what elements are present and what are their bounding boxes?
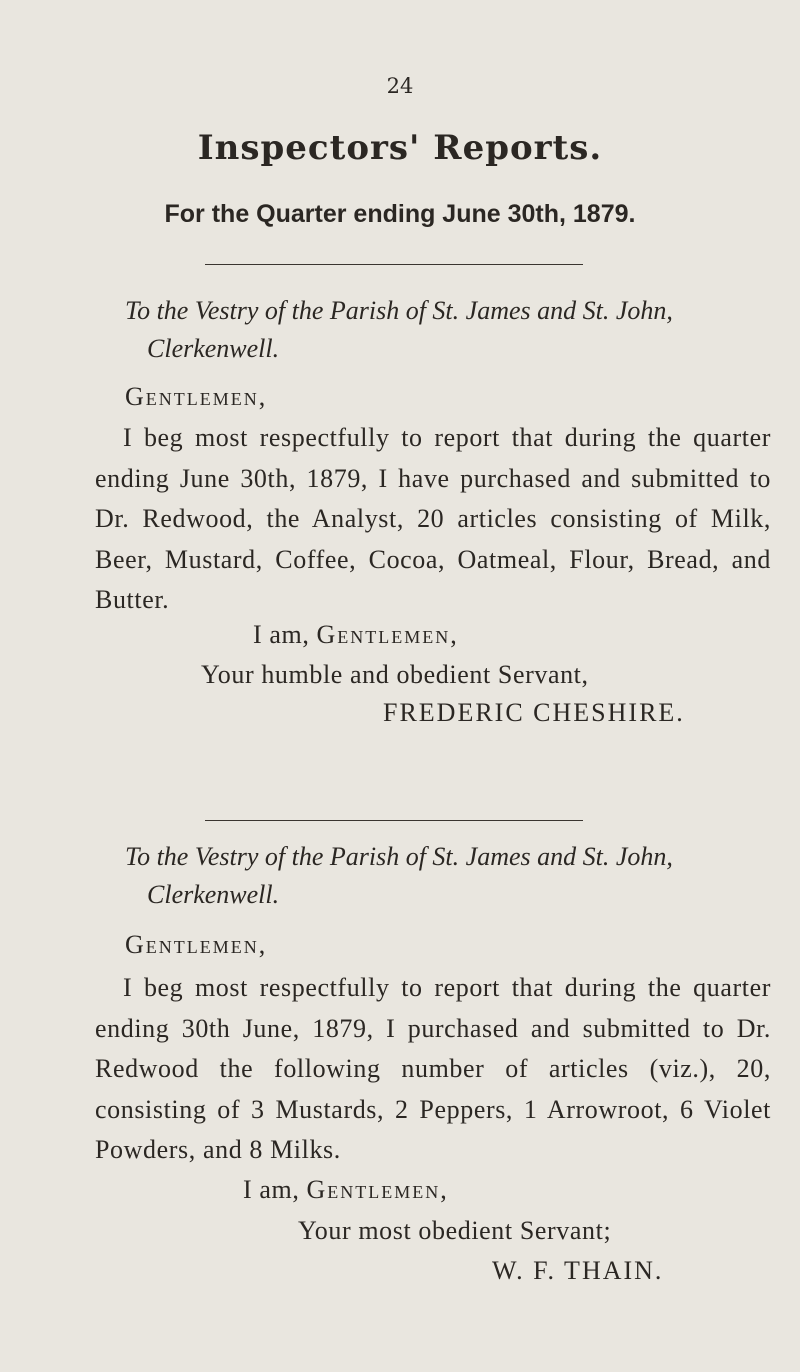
report-2-closing-prefix: I am, <box>243 1175 300 1204</box>
report-1-closing <box>253 620 459 650</box>
report-2-address <box>125 838 775 914</box>
report-2-address-line1: To the Vestry of the Parish of St. James and St. John, <box>125 842 673 871</box>
report-2-salutation: Gentlemen, <box>125 930 268 959</box>
report-2-signature: W. F. THAIN. <box>492 1256 664 1285</box>
report-1-address <box>125 292 775 368</box>
report-2-closing <box>243 1175 449 1205</box>
section-divider <box>205 264 583 265</box>
report-2-closing-line2: Your most obedient Servant; <box>298 1216 612 1245</box>
report-1-address-line1: To the Vestry of the Parish of St. James and St. John, <box>125 296 673 325</box>
report-2-body: I beg most respectfully to report that during the quarter ending 30th June, 1879, I purchased and submitted to Dr. Redwood the following number of articles (viz.), 20, consisting of 3 Mustards, 2 Peppers, 1 Arrowroot, 6 Violet Powders, and 8 Milks. <box>95 973 771 1164</box>
report-1-salutation: Gentlemen, <box>125 382 268 411</box>
report-1-closing-line2: Your humble and obedient Servant, <box>201 660 589 689</box>
report-2-closing-gentlemen: Gentlemen, <box>306 1175 449 1204</box>
page-number: 24 <box>386 74 414 98</box>
report-1-body: I beg most respectfully to report that during the quarter ending June 30th, 1879, I have purchased and submitted to Dr. Redwood, the Analyst, 20 articles consisting of Milk, Beer, Mustard, Coffee, Cocoa, Oatmeal, Flour, Bread, and Butter. <box>95 423 771 614</box>
report-1-closing-gentlemen: Gentlemen, <box>316 620 459 649</box>
report-1-signature: FREDERIC CHESHIRE. <box>383 698 685 727</box>
report-1-closing-prefix: I am, <box>253 620 310 649</box>
page-title: Inspectors' Reports. <box>197 128 603 168</box>
page-subtitle: For the Quarter ending June 30th, 1879. <box>164 200 636 228</box>
report-1-address-line2: Clerkenwell. <box>147 334 280 363</box>
report-2-address-line2: Clerkenwell. <box>147 880 280 909</box>
section-divider <box>205 820 583 821</box>
